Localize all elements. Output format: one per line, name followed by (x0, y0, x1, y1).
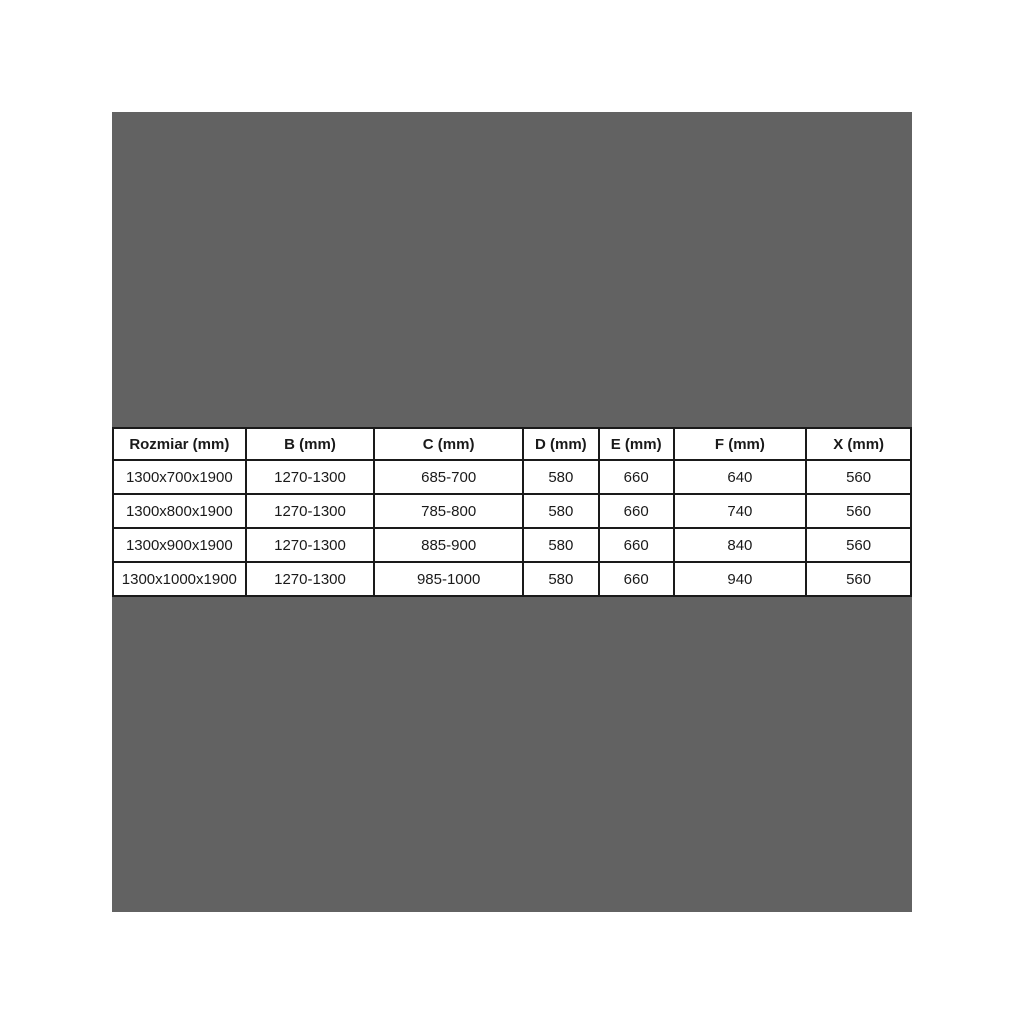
column-header: X (mm) (806, 428, 911, 460)
table-cell: 560 (806, 460, 911, 494)
table-cell: 740 (674, 494, 807, 528)
column-header: E (mm) (599, 428, 674, 460)
column-header: D (mm) (523, 428, 599, 460)
column-header: B (mm) (246, 428, 375, 460)
table-row (113, 460, 911, 494)
table-cell: 580 (523, 494, 599, 528)
table-cell: 1300x900x1900 (113, 528, 246, 562)
table-cell: 560 (806, 528, 911, 562)
table-cell: 580 (523, 528, 599, 562)
table-cell: 560 (806, 494, 911, 528)
table-cell: 1270-1300 (246, 494, 375, 528)
table-cell: 885-900 (374, 528, 523, 562)
table-cell: 985-1000 (374, 562, 523, 596)
table-cell: 785-800 (374, 494, 523, 528)
table-cell: 1270-1300 (246, 460, 375, 494)
table-cell: 660 (599, 460, 674, 494)
table-cell: 660 (599, 528, 674, 562)
table-cell: 685-700 (374, 460, 523, 494)
table-cell: 1300x1000x1900 (113, 562, 246, 596)
gray-background-panel (112, 112, 912, 912)
table-cell: 1300x700x1900 (113, 460, 246, 494)
table-cell: 840 (674, 528, 807, 562)
column-header: C (mm) (374, 428, 523, 460)
table-cell: 1270-1300 (246, 528, 375, 562)
table-cell: 1270-1300 (246, 562, 375, 596)
column-header: Rozmiar (mm) (113, 428, 246, 460)
table-cell: 580 (523, 460, 599, 494)
table-row (113, 494, 911, 528)
table-row (113, 528, 911, 562)
table-cell: 940 (674, 562, 807, 596)
table-body (113, 460, 911, 596)
table-cell: 660 (599, 562, 674, 596)
table-cell: 660 (599, 494, 674, 528)
table-row (113, 562, 911, 596)
table-cell: 560 (806, 562, 911, 596)
table-cell: 640 (674, 460, 807, 494)
table-cell: 580 (523, 562, 599, 596)
dimensions-spec-table (112, 427, 912, 597)
column-header: F (mm) (674, 428, 807, 460)
table-header-row (113, 428, 911, 460)
table-cell: 1300x800x1900 (113, 494, 246, 528)
